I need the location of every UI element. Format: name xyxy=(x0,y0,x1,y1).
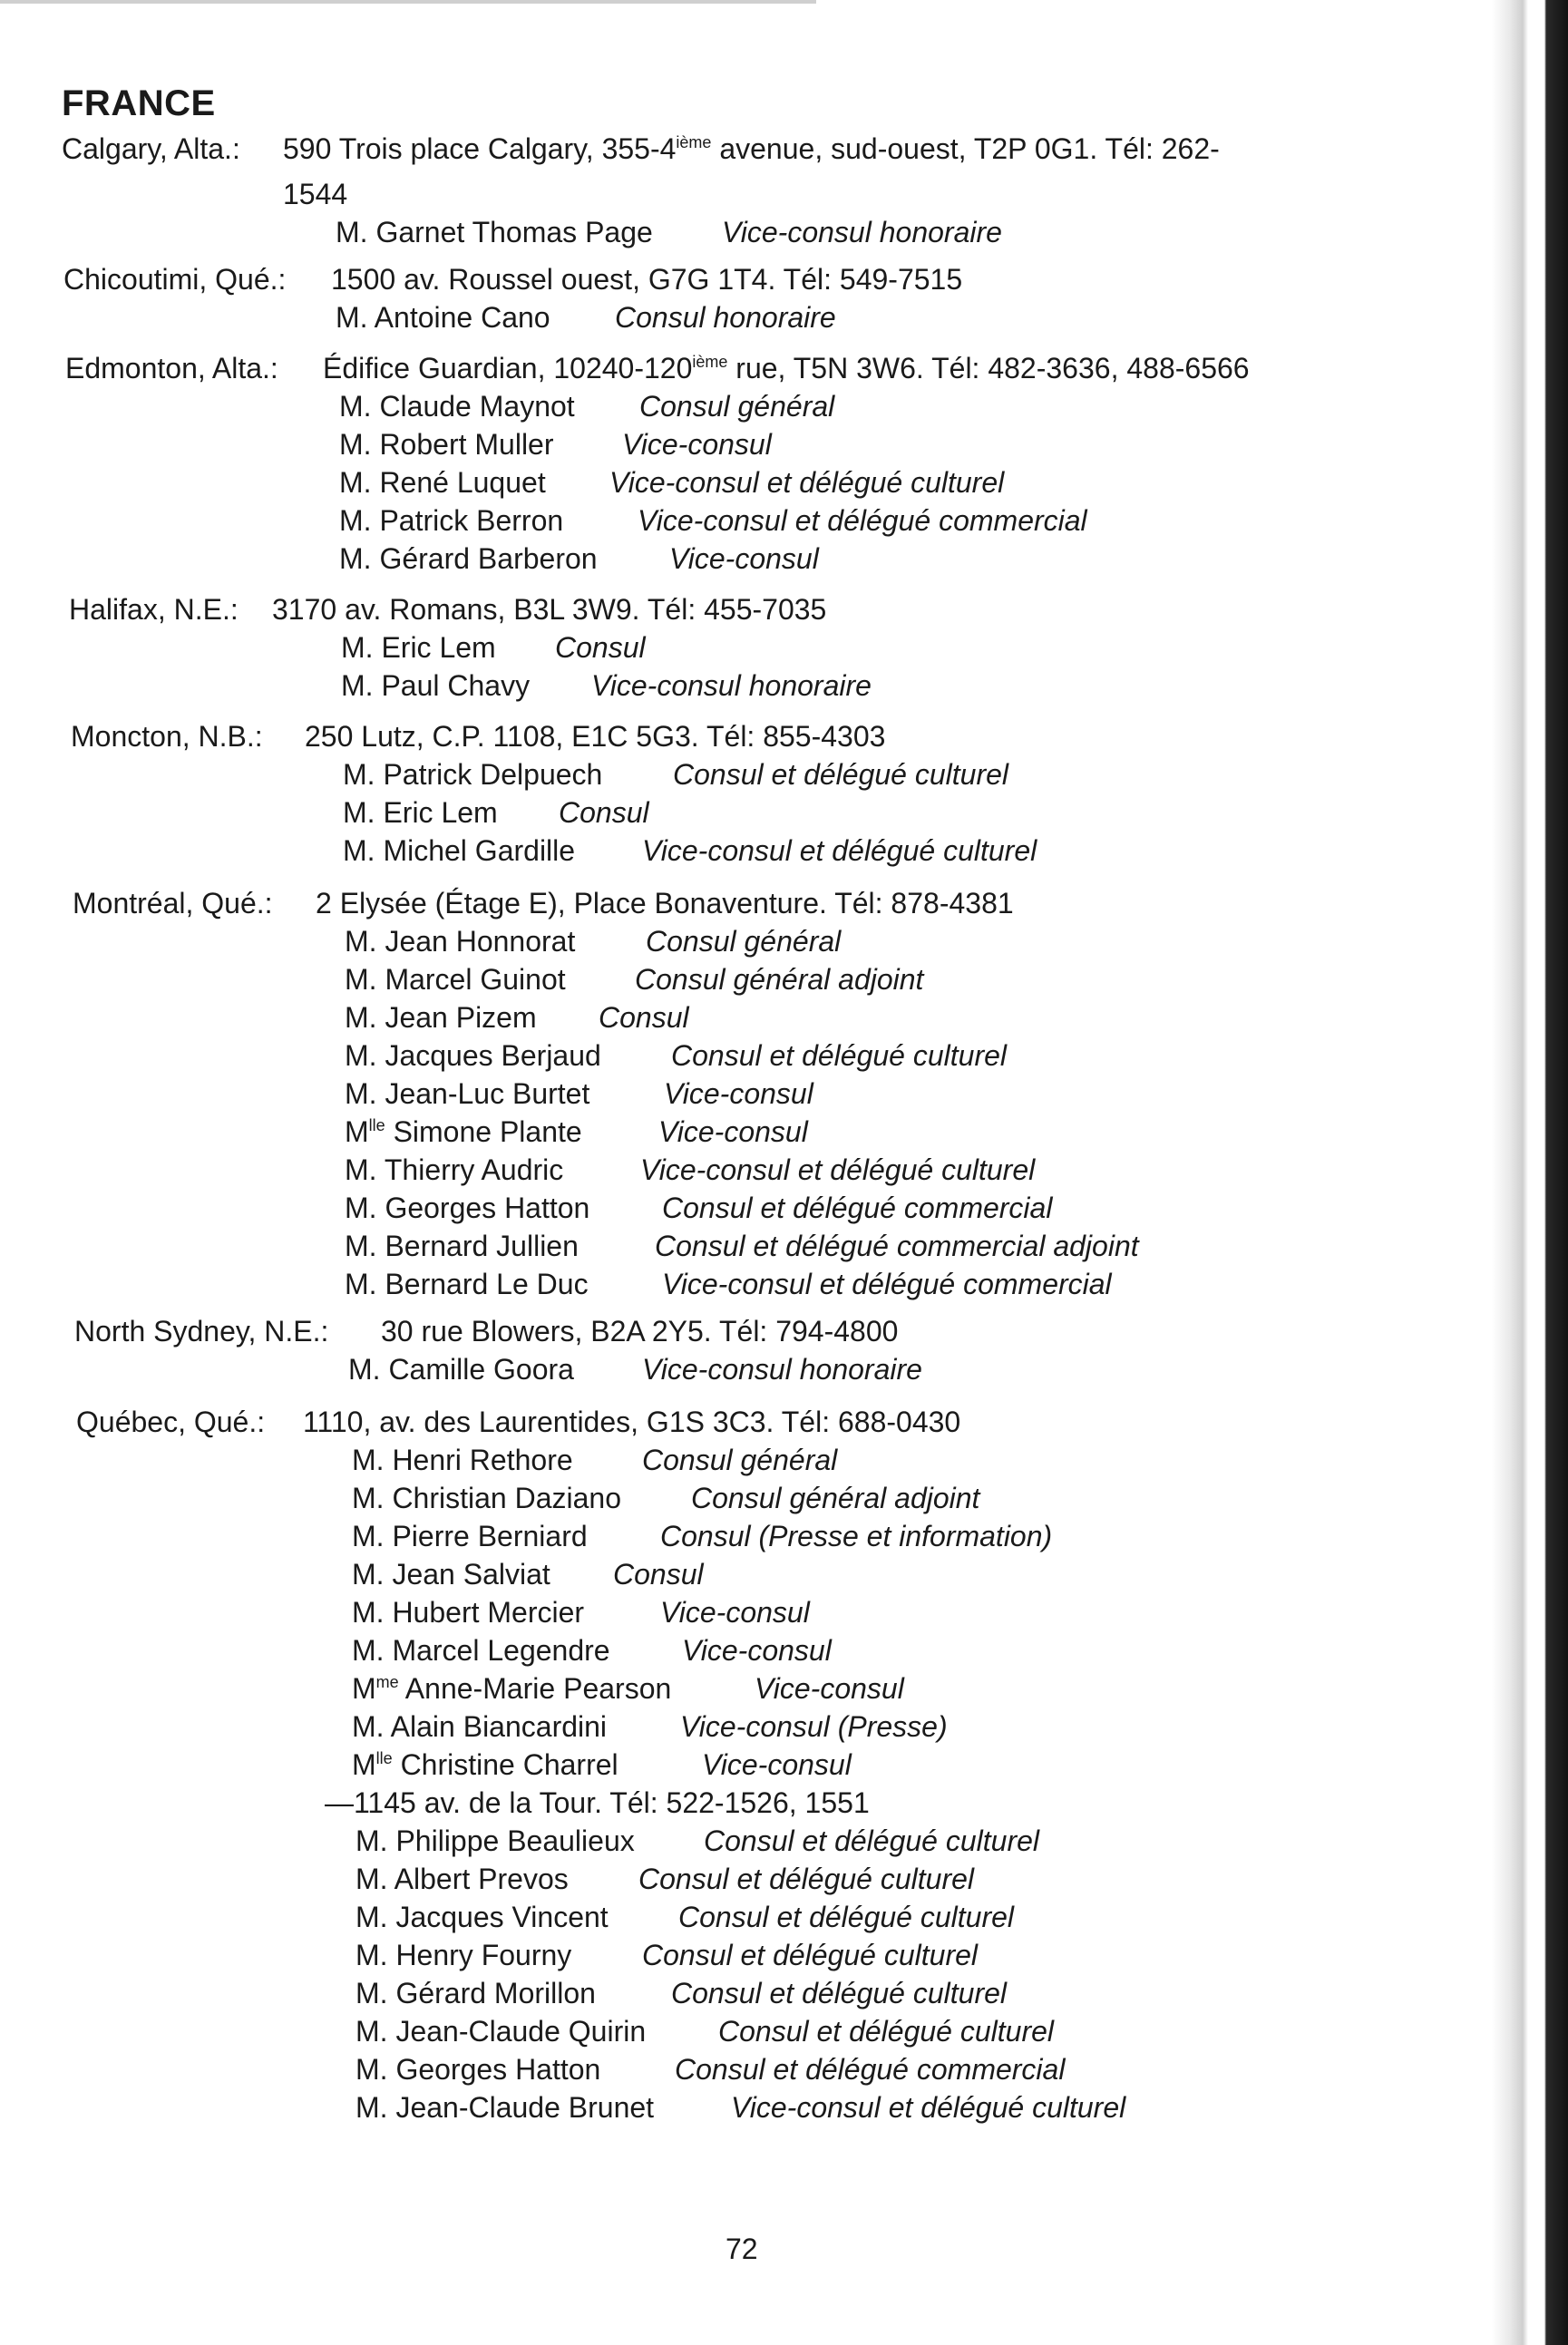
person-role: Vice-consul xyxy=(755,1672,904,1705)
address: 30 rue Blowers, B2A 2Y5. Tél: 794-4800 xyxy=(381,1315,899,1348)
person-role: Consul et délégué culturel xyxy=(673,758,1009,791)
person-role: Consul et délégué culturel xyxy=(704,1824,1040,1857)
person-role: Vice-consul xyxy=(702,1748,852,1781)
person-name: M. Eric Lem xyxy=(343,796,498,829)
page-title: FRANCE xyxy=(62,83,216,123)
person-name: M. Albert Prevos xyxy=(355,1863,569,1895)
person-name: M. Jacques Berjaud xyxy=(345,1039,601,1072)
person-name: M. Henry Fourny xyxy=(355,1939,572,1971)
person-role: Consul xyxy=(559,796,649,829)
person-name: M. Antoine Cano xyxy=(336,301,550,334)
person-role: Vice-consul honoraire xyxy=(722,216,1002,248)
person-name: M. Jean-Claude Quirin xyxy=(355,2015,647,2048)
address: 1500 av. Roussel ouest, G7G 1T4. Tél: 549-7515 xyxy=(331,263,963,296)
address: 3170 av. Romans, B3L 3W9. Tél: 455-7035 xyxy=(272,593,827,626)
person-role: Vice-consul et délégué culturel xyxy=(731,2091,1126,2124)
person-name: M. Jean Honnorat xyxy=(345,925,576,958)
person-name: $M^{lle}$ Simone Plante xyxy=(345,1115,582,1148)
person-role: Consul et délégué culturel xyxy=(678,1901,1015,1933)
person-name: M. Jean Salviat xyxy=(352,1558,550,1591)
person-name: M. Camille Goora xyxy=(348,1353,574,1386)
person-role: Consul et délégué commercial adjoint xyxy=(655,1230,1139,1262)
person-name: M. Pierre Berniard xyxy=(352,1520,588,1552)
address-continuation: 1544 xyxy=(283,178,348,210)
person-role: Vice-consul (Presse) xyxy=(680,1710,948,1743)
person-name: M. Christian Daziano xyxy=(352,1482,621,1514)
person-role: Vice-consul et délégué commercial xyxy=(662,1268,1112,1300)
entry-quebec xyxy=(0,1407,1451,2131)
person-role: Vice-consul xyxy=(660,1596,810,1629)
person-name: M. Georges Hatton xyxy=(345,1192,590,1224)
person-role: Vice-consul xyxy=(664,1077,813,1110)
person-role: Consul et délégué culturel xyxy=(642,1939,979,1971)
person-role: Vice-consul xyxy=(682,1634,832,1667)
person-role: Consul et délégué commercial xyxy=(662,1192,1053,1224)
person-name: M. Marcel Legendre xyxy=(352,1634,610,1667)
person-role: Consul xyxy=(599,1001,689,1034)
entry-moncton xyxy=(0,722,1451,874)
person-role: Consul (Presse et information) xyxy=(660,1520,1053,1552)
person-name: $M^{lle}$ Christine Charrel xyxy=(352,1748,618,1781)
person-name: M. Jean-Claude Brunet xyxy=(355,2091,655,2124)
person-role: Consul honoraire xyxy=(615,301,836,334)
person-role: Consul et délégué culturel xyxy=(638,1863,975,1895)
city-label: Halifax, N.E.: xyxy=(69,593,239,626)
person-role: Vice-consul honoraire xyxy=(591,669,872,702)
person-role: Consul général adjoint xyxy=(635,963,924,996)
city-label: Québec, Qué.: xyxy=(76,1406,266,1438)
entry-montreal xyxy=(0,889,1451,1308)
person-name: M. Patrick Delpuech xyxy=(343,758,603,791)
address: Édifice Guardian, 10240-120ième rue, T5N 3W6. Tél: 482-3636, 488-6566 xyxy=(323,352,1250,384)
person-name: M. Eric Lem xyxy=(341,631,496,664)
person-name: M. Gérard Barberon xyxy=(339,542,598,575)
person-name: M. Michel Gardille xyxy=(343,834,576,867)
person-name: M. Thierry Audric xyxy=(345,1153,564,1186)
person-role: Vice-consul et délégué culturel xyxy=(609,466,1005,499)
person-name: M. Bernard Jullien xyxy=(345,1230,579,1262)
entry-chicoutimi xyxy=(0,265,1451,341)
person-role: Vice-consul honoraire xyxy=(642,1353,922,1386)
person-name: M. Georges Hatton xyxy=(355,2053,601,2086)
entry-calgary xyxy=(0,134,1451,256)
person-role: Consul et délégué culturel xyxy=(671,1039,1008,1072)
person-role: Consul xyxy=(555,631,646,664)
person-name: M. Marcel Guinot xyxy=(345,963,566,996)
person-name: M. Hubert Mercier xyxy=(352,1596,585,1629)
person-role: Vice-consul et délégué commercial xyxy=(638,504,1087,537)
person-name: M. Jean-Luc Burtet xyxy=(345,1077,590,1110)
city-label: Edmonton, Alta.: xyxy=(65,352,278,384)
person-name: M. René Luquet xyxy=(339,466,546,499)
city-label: Chicoutimi, Qué.: xyxy=(63,263,287,296)
person-role: Consul général adjoint xyxy=(691,1482,980,1514)
address: 2 Elysée (Étage E), Place Bonaventure. Tél: 878-4381 xyxy=(316,887,1014,920)
entry-north-sydney xyxy=(0,1317,1451,1393)
person-name: $M^{me}$ Anne-Marie Pearson xyxy=(352,1672,672,1705)
address: 250 Lutz, C.P. 1108, E1C 5G3. Tél: 855-4303 xyxy=(305,720,886,753)
person-name: M. Patrick Berron xyxy=(339,504,564,537)
person-role: Vice-consul et délégué culturel xyxy=(642,834,1037,867)
person-name: M. Robert Muller xyxy=(339,428,554,461)
city-label: North Sydney, N.E.: xyxy=(74,1315,329,1348)
person-name: M. Philippe Beaulieux xyxy=(355,1824,635,1857)
city-label: Moncton, N.B.: xyxy=(71,720,263,753)
person-role: Consul et délégué culturel xyxy=(718,2015,1055,2048)
entry-halifax xyxy=(0,595,1451,709)
person-role: Consul xyxy=(613,1558,704,1591)
person-role: Consul général xyxy=(639,390,835,423)
person-name: M. Jacques Vincent xyxy=(355,1901,609,1933)
person-role: Vice-consul et délégué culturel xyxy=(640,1153,1036,1186)
scan-edge xyxy=(0,0,816,4)
person-name: M. Bernard Le Duc xyxy=(345,1268,589,1300)
person-role: Consul général xyxy=(646,925,842,958)
person-role: Consul général xyxy=(642,1444,838,1476)
city-label: Montréal, Qué.: xyxy=(73,887,273,920)
entry-edmonton xyxy=(0,354,1451,582)
person-role: Consul et délégué culturel xyxy=(671,1977,1008,2009)
person-role: Consul et délégué commercial xyxy=(675,2053,1066,2086)
person-role: Vice-consul xyxy=(669,542,819,575)
person-name: M. Garnet Thomas Page xyxy=(336,216,653,248)
address: 590 Trois place Calgary, 355-4ième avenue, sud-ouest, T2P 0G1. Tél: 262- xyxy=(283,132,1220,165)
person-name: M. Alain Biancardini xyxy=(352,1710,608,1743)
person-name: M. Paul Chavy xyxy=(341,669,531,702)
page-number: 72 xyxy=(726,2233,758,2265)
person-name: M. Claude Maynot xyxy=(339,390,575,423)
secondary-address: —1145 av. de la Tour. Tél: 522-1526, 1551 xyxy=(325,1786,870,1819)
person-role: Vice-consul xyxy=(622,428,772,461)
address: 1110, av. des Laurentides, G1S 3C3. Tél: 688-0430 xyxy=(303,1406,961,1438)
person-name: M. Henri Rethore xyxy=(352,1444,573,1476)
person-name: M. Gérard Morillon xyxy=(355,1977,596,2009)
person-role: Vice-consul xyxy=(658,1115,808,1148)
binding-edge xyxy=(1492,0,1568,2345)
city-label: Calgary, Alta.: xyxy=(62,132,240,165)
person-name: M. Jean Pizem xyxy=(345,1001,537,1034)
